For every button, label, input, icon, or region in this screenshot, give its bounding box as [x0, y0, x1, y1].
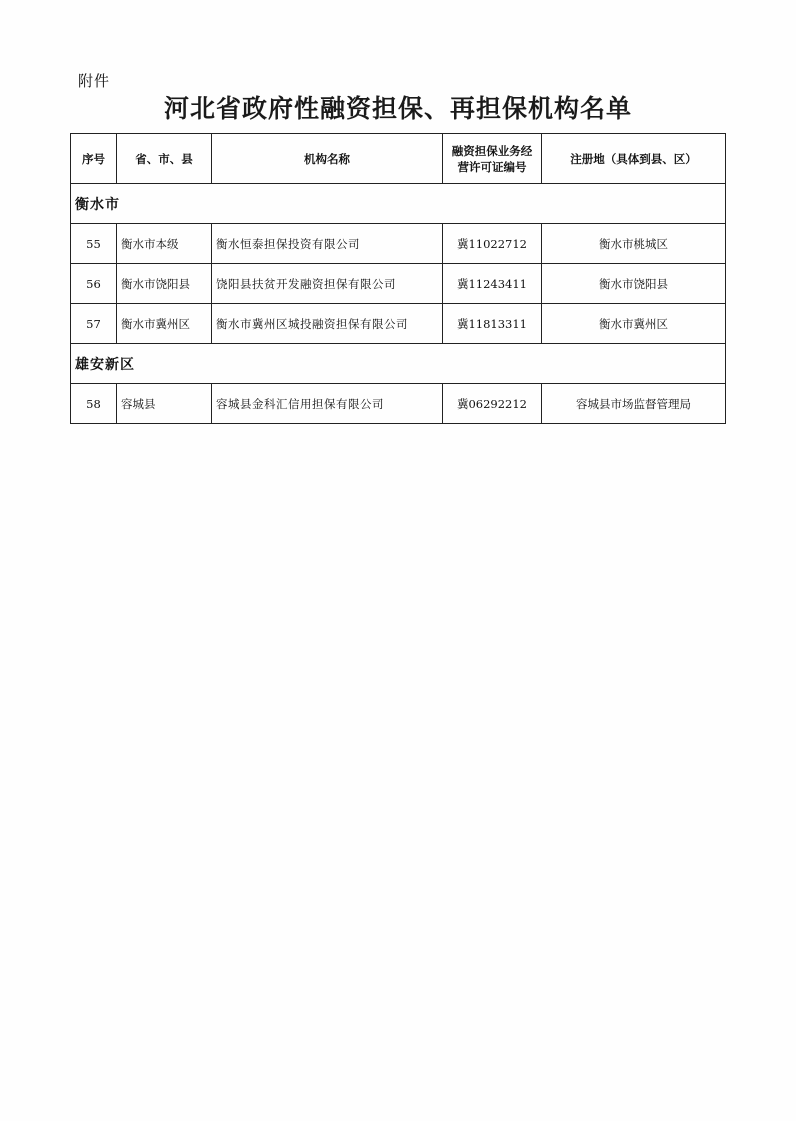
- cell-registered: 衡水市桃城区: [542, 224, 726, 264]
- cell-name: 容城县金科汇信用担保有限公司: [212, 384, 443, 424]
- group-label: 衡水市: [71, 184, 726, 224]
- header-registered: 注册地（具体到县、区）: [542, 134, 726, 184]
- cell-city: 衡水市冀州区: [117, 304, 212, 344]
- table-row: [71, 224, 726, 264]
- cell-license: 冀06292212: [443, 384, 542, 424]
- cell-license: 冀11813311: [443, 304, 542, 344]
- cell-city: 衡水市饶阳县: [117, 264, 212, 304]
- attachment-label: 附件: [78, 72, 111, 90]
- cell-no: 55: [71, 224, 117, 264]
- header-no: 序号: [71, 134, 117, 184]
- cell-registered: 衡水市饶阳县: [542, 264, 726, 304]
- page-title: 河北省政府性融资担保、再担保机构名单: [163, 94, 632, 123]
- cell-no: 56: [71, 264, 117, 304]
- cell-no: 58: [71, 384, 117, 424]
- cell-name: 衡水恒泰担保投资有限公司: [212, 224, 443, 264]
- cell-city: 容城县: [117, 384, 212, 424]
- cell-registered: 衡水市冀州区: [542, 304, 726, 344]
- group-row-hengshui: [71, 184, 726, 224]
- cell-name: 衡水市冀州区城投融资担保有限公司: [212, 304, 443, 344]
- table-row: [71, 304, 726, 344]
- cell-no: 57: [71, 304, 117, 344]
- table-row: [71, 384, 726, 424]
- group-row-xiongan: [71, 344, 726, 384]
- cell-license: 冀11243411: [443, 264, 542, 304]
- header-name: 机构名称: [212, 134, 443, 184]
- cell-name: 饶阳县扶贫开发融资担保有限公司: [212, 264, 443, 304]
- table-row: [71, 264, 726, 304]
- group-label: 雄安新区: [71, 344, 726, 384]
- institution-table: [70, 133, 726, 424]
- cell-registered: 容城县市场监督管理局: [542, 384, 726, 424]
- header-license: 融资担保业务经营许可证编号: [443, 134, 542, 184]
- table-header-row: [71, 134, 726, 184]
- header-city: 省、市、县: [117, 134, 212, 184]
- cell-license: 冀11022712: [443, 224, 542, 264]
- cell-city: 衡水市本级: [117, 224, 212, 264]
